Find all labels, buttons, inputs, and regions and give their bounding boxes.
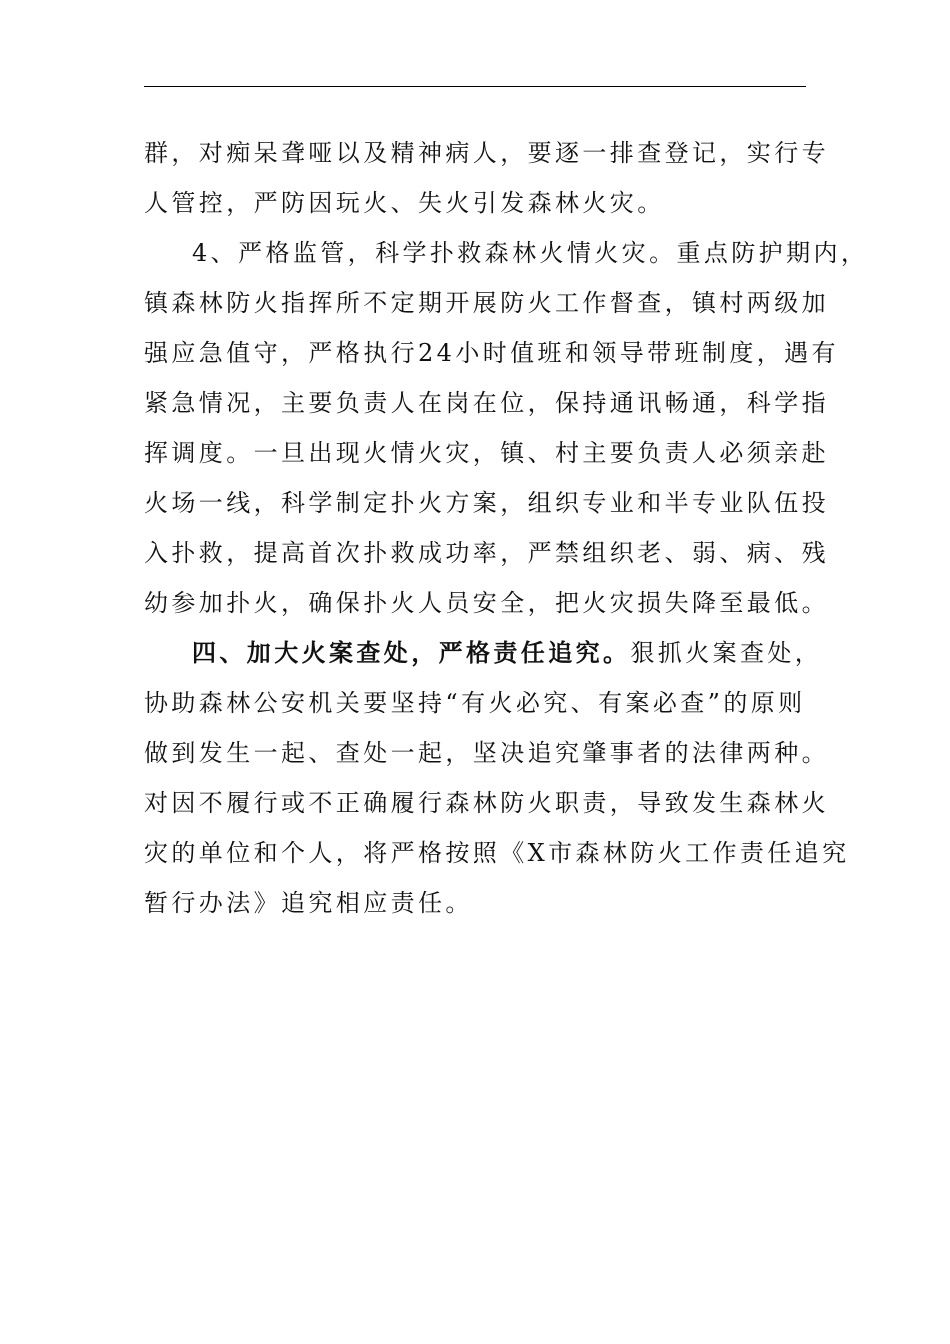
section-heading: 四、加大火案查处，严格责任追究。 (192, 638, 631, 667)
header-rule (144, 86, 806, 87)
text-run: 狠抓火案查处， (630, 639, 823, 667)
text-line (144, 628, 823, 678)
text-line: 对因不履行或不正确履行森林防火职责，导致发生森林火 (144, 789, 829, 817)
body-text (144, 128, 869, 928)
text-line: 火场一线，科学制定扑火方案，组织专业和半专业队伍投 (144, 489, 829, 517)
text-line: 强应急值守，严格执行24小时值班和领导带班制度，遇有 (144, 339, 839, 367)
text-line: 人管控，严防因玩火、失火引发森林火灾。 (144, 189, 665, 217)
text-line: 紧急情况，主要负责人在岗在位，保持通讯畅通，科学指 (144, 389, 829, 417)
text-line: 入扑救，提高首次扑救成功率，严禁组织老、弱、病、残 (144, 539, 829, 567)
text-line: 挥调度。一旦出现火情火灾，镇、村主要负责人必须亲赴 (144, 439, 829, 467)
text-line: 协助森林公安机关要坚持“有火必究、有案必查”的原则 (144, 689, 806, 717)
text-line: 4、严格监管，科学扑救森林火情火灾。重点防护期内， (192, 239, 869, 267)
text-line: 镇森林防火指挥所不定期开展防火工作督查，镇村两级加 (144, 289, 829, 317)
text-line: 群，对痴呆聋哑以及精神病人，要逐一排查登记，实行专 (144, 139, 829, 167)
text-line: 暂行办法》追究相应责任。 (144, 889, 473, 917)
text-line: 做到发生一起、查处一起，坚决追究肇事者的法律两种。 (144, 739, 829, 767)
text-line: 幼参加扑火，确保扑火人员安全，把火灾损失降至最低。 (144, 589, 829, 617)
text-line: 灾的单位和个人，将严格按照《X市森林防火工作责任追究 (144, 839, 850, 867)
